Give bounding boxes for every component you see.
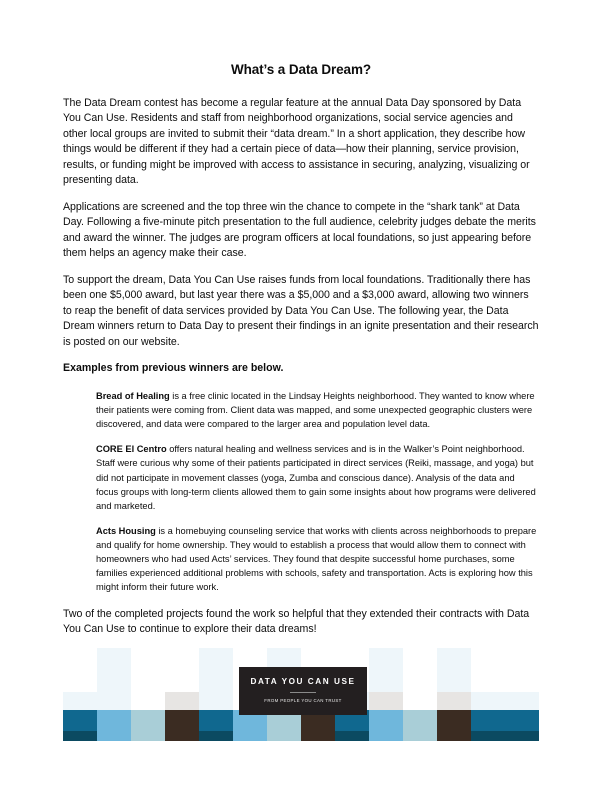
paragraph-intro: The Data Dream contest has become a regular feature at the annual Data Day sponsored by Data You Can Use. Residents and staff from neighborhood organizations, social service agencies and other local groups are invited to submit their “data dream.” In a short application, they describe how things would be different if they had a certain piece of data—how their planning, service provision, results, or funding might be improved with access to assistance in securing, analyzing, visualizing or presenting data. [63, 96, 530, 186]
example-body-core-el-centro: offers natural healing and wellness services and is in the Walker’s Point neighborhood. Staff were curious why some of their patients participated in direct services (Reiki, massage, and yoga) but did not participate in movement classes (yoga, Zumba and conscious dance). Analysis of the data and focus groups with long-term clients allowed them to gain some insights about how programs were delivered and marketed. [96, 444, 536, 511]
page-title: What’s a Data Dream? [230, 62, 372, 77]
footer-banner-graphic [63, 648, 539, 741]
banner-solid-cell [437, 710, 471, 741]
example-name-acts-housing: Acts Housing [96, 525, 156, 536]
example-name-bread-of-healing: Bread of Healing [96, 390, 170, 401]
banner-cell-base [505, 731, 539, 741]
paragraph-applications: Applications are screened and the top three win the chance to compete in the “shark tank” at Data Day. Following a five-minute pitch presentation to the full audience, celebrity judges debate the merits and award the winner. The judges are program officers at local foundations, so just appearing before them helps an agency make their case. [63, 200, 536, 260]
example-name-core-el-centro: CORE El Centro [96, 444, 167, 455]
logo-divider [290, 692, 316, 693]
banner-solid-cell [403, 710, 437, 741]
example-body-acts-housing: is a homebuying counseling service that works with clients across neighborhoods to prepare and qualify for home ownership. They would to establish a process that would allow them to connect with homeowners who had used Acts’ services. They found that despite successful home purchases, some families experienced additional problems with schools, safety and transportation. Acts is exploring how this might inform their future work. [96, 525, 537, 593]
banner-solid-cell [131, 710, 165, 741]
data-you-can-use-logo [239, 667, 367, 715]
banner-cell-base [63, 731, 97, 741]
banner-solid-cell [97, 710, 131, 741]
banner-solid-cell [369, 710, 403, 741]
banner-solid-cell [165, 710, 199, 741]
banner-solid-cell [199, 710, 233, 741]
paragraph-closing: Two of the completed projects found the work so helpful that they extended their contracts with Data You Can Use to continue to explore their data dreams! [63, 607, 530, 635]
example-bread-of-healing [63, 389, 539, 431]
banner-cell-base [199, 731, 233, 741]
banner-solid-cell [63, 710, 97, 741]
logo-title: DATA YOU CAN USE [250, 677, 356, 687]
banner-cell-base [471, 731, 505, 741]
examples-heading: Examples from previous winners are below. [63, 362, 284, 375]
banner-cell-base [335, 731, 369, 741]
paragraph-funding: To support the dream, Data You Can Use raises funds from local foundations. Traditionally there has been one $5,000 award, but last year there was a $5,000 and a $3,000 award, allowing two winners to reap the benefit of data services provided by Data You Can Use. The following year, the Data Dream winners return to Data Day to present their findings in an ignite presentation and their research is posted on our website. [63, 273, 539, 348]
banner-solid-cell [471, 710, 505, 741]
example-body-bread-of-healing: is a free clinic located in the Lindsay Heights neighborhood. They wanted to know where their patients were coming from. Client data was mapped, and some unexpected geographic clusters were discovered, and data were compared to the larger area and population level data. [96, 390, 535, 430]
example-core-el-centro [63, 442, 539, 513]
banner-solid-cell [505, 710, 539, 741]
logo-subtitle: FROM PEOPLE YOU CAN TRUST [264, 698, 342, 704]
example-acts-housing [63, 524, 539, 595]
